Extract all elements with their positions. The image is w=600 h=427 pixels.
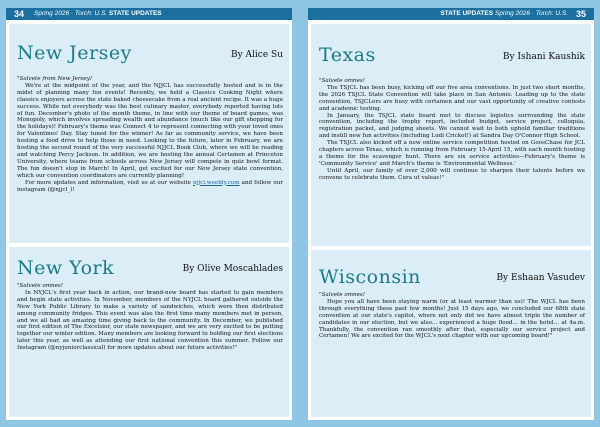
salutation: "Salvete from New Jersey!: [17, 76, 93, 82]
paragraph-text: For more updates and information, visit us at our website: [25, 179, 194, 186]
article-byline: By Olive Moscahlades: [182, 264, 283, 274]
paragraph-with-link: [17, 180, 283, 194]
article-body: [319, 292, 585, 340]
right-page: [308, 8, 594, 420]
salutation: "Salvete omnes!: [319, 78, 366, 84]
paragraph: We're at the midpoint of the year, and the NJJCL has successfully hosted and is in the midst of planning many fun events! Recently, we held a Classics Cooking Night where classics enjoyers across the state baked cheesecake from a real ancient recipe. It was a huge success. While not everybody was the best culinary master, everybody reported having lots of fun. December's photo of the month theme, in line with our theme of board games, was Monopoly, which involves spreading wealth and abundance (much like our gift shopping for the holidays)! February's theme was Connect 4 to represent connecting with your loved ones for Valentines' Day. Stay tuned for the winner! As far as community service, we have been hosting a food drive to help those in need. Looking to the future, later in February, we are hosting the second round of the very successful NJJCL Book Club, where we will be reading and watching Percy Jackson. In addition, we are hosting the annual Certamen at Princeton University, where teams from schools across New Jersey will compete in quiz bowl format. The fun doesn't stop in March! In April, get excited for our New Jersey state convention, which our convention coordinators are currently planning!: [17, 82, 283, 179]
header-issue-section: [34, 8, 162, 20]
article-title: New York: [17, 257, 115, 279]
article-body: [17, 76, 283, 193]
paragraph: In January, the TSJCL state board met to discuss logistics surrounding the state convention, including the trophy report, included budget, service project, colloquia, registration packet, and judging sheets. We cannot wait to both uphold familiar traditions and instill new fun activities (including Ludi Cricket!) at Sandra Day O'Connor High School.: [319, 112, 585, 140]
header-issue-section: [440, 8, 568, 20]
page-number: 34: [14, 9, 25, 19]
article-title: New Jersey: [17, 42, 132, 64]
header-section: STATE UPDATES: [440, 10, 494, 17]
article-panel-wisconsin: [311, 250, 591, 417]
article-byline: By Eshaan Vasudev: [496, 273, 585, 283]
paragraph: Hope you all have been staying warm (or at least warmer than us)! The WJCL has been through everything these past few months! Just 15 days ago, we concluded our 68th state convention at our state's capitol, where not only did we have almost triple the number of candidates in our election, but we also... experienced a huge flood... in the hotel... at 4a.m. Thankfully, the convention ran smoothly after that, especially our service project and Certamen! We are excited for the WJCL's next chapter with our upcoming board!": [319, 298, 585, 340]
website-link[interactable]: njjcl.weebly.com: [193, 179, 240, 186]
header-section: STATE UPDATES: [108, 10, 162, 17]
article-byline: By Ishani Kaushik: [502, 52, 585, 62]
salutation: "Salvete omnes!: [319, 292, 366, 298]
page-header: [6, 8, 292, 20]
page-number: 35: [575, 9, 586, 19]
salutation: "Salvete omnes!: [17, 283, 64, 289]
article-title: Texas: [319, 44, 376, 66]
article-body: [319, 78, 585, 182]
article-title: Wisconsin: [319, 266, 421, 288]
left-page: [6, 8, 292, 420]
header-issue: Spring 2026 · Torch: U.S.: [34, 10, 108, 17]
article-byline: By Alice Su: [230, 50, 283, 60]
page-header: [308, 8, 594, 20]
paragraph: The TSJCL has been busy, kicking off our five area conventions. In just two short months, the 2026 TSJCL State Convention will take place in San Antonio. Leading up to the state convention, TSJCLers are busy with certamen and our vast opportunity of creative contests and academic testing.: [319, 84, 585, 112]
paragraph: Until April, our family of over 2,000 will continue to sharpen their talents before we convene to celebrate them. Cura ut valeas!": [319, 167, 585, 181]
article-panel-texas: [311, 24, 591, 246]
header-issue: Spring 2026 · Torch: U.S.: [494, 10, 568, 17]
paragraph-closing: and follow our instagram (@njjcl_)!: [17, 179, 284, 193]
paragraph: In NYJCL's first year back in action, our brand-new board has started to gain members and begin state activities. In November, members of the NYJCL board gathered outside the New York Public Library to make a variety of sandwiches, which were then distributed among community fridges. This event was also the first time many members met in person, and we all had an amazing time giving back to the community. In December, we published our first edition of The Excelsior, our state newspaper, and we are very excited to be putting together our winter edition. Many members are looking forward to holding our first elections later this year, as well as attending our first national convention this summer. Follow our Instagram (@nyjuniorclassical) for more updates about our future activities!": [17, 289, 283, 352]
paragraph: The TSJCL also kicked off a new online service competition hosted on GoosChase for JCL chapters across Texas, which is running from February 15-April 15, with each month hosting a theme for the scavenger hunt. There are six service activities—February's theme is 'Community Service' and March's theme is 'Environmental Wellness.': [319, 140, 585, 167]
article-panel-new-jersey: [9, 24, 289, 243]
article-body: [17, 283, 283, 352]
article-panel-new-york: [9, 247, 289, 417]
